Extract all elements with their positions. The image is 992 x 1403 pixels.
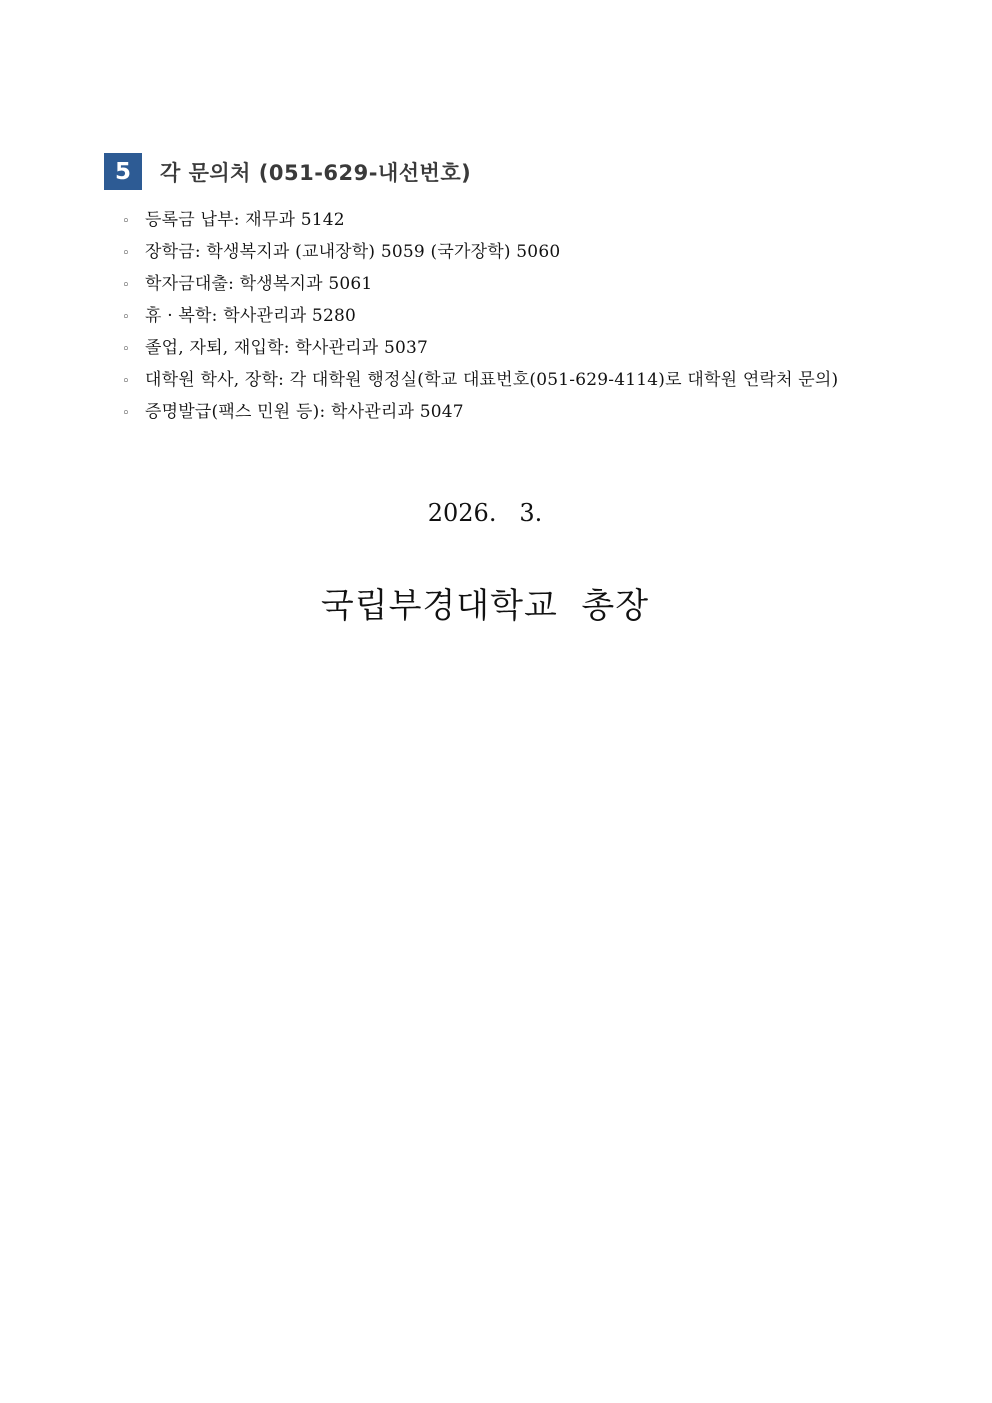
contact-item-text: 대학원 학사, 장학: 각 대학원 행정실(학교 대표번호(051-629-4114)로 대학원 연락처 문의)	[145, 370, 839, 390]
list-item	[122, 300, 942, 332]
bullet-icon: ◦	[122, 246, 130, 261]
section-header	[104, 153, 471, 190]
closing-date: 2026. 3.	[427, 499, 543, 527]
bullet-icon: ◦	[122, 310, 130, 325]
section-number-badge: 5	[104, 153, 142, 190]
section-title: 각 문의처 (051-629-내선번호)	[160, 160, 472, 185]
bullet-icon: ◦	[122, 214, 130, 229]
contact-item-text: 학자금대출: 학생복지과 5061	[145, 274, 373, 294]
bullet-icon: ◦	[122, 374, 130, 389]
contact-item-text: 증명발급(팩스 민원 등): 학사관리과 5047	[145, 402, 464, 422]
list-item	[122, 204, 942, 236]
bullet-icon: ◦	[122, 342, 130, 357]
list-item	[122, 236, 942, 268]
signature-line: 국립부경대학교 총장	[320, 586, 650, 626]
contact-item-text: 휴 · 복학: 학사관리과 5280	[145, 306, 356, 326]
list-item	[122, 396, 942, 428]
list-item	[122, 364, 942, 396]
contact-item-text: 졸업, 자퇴, 재입학: 학사관리과 5037	[145, 338, 429, 358]
list-item	[122, 332, 942, 364]
list-item	[122, 268, 942, 300]
bullet-icon: ◦	[122, 406, 130, 421]
contact-item-text: 등록금 납부: 재무과 5142	[145, 210, 345, 230]
contact-list	[122, 204, 942, 428]
contact-item-text: 장학금: 학생복지과 (교내장학) 5059 (국가장학) 5060	[145, 242, 561, 262]
bullet-icon: ◦	[122, 278, 130, 293]
